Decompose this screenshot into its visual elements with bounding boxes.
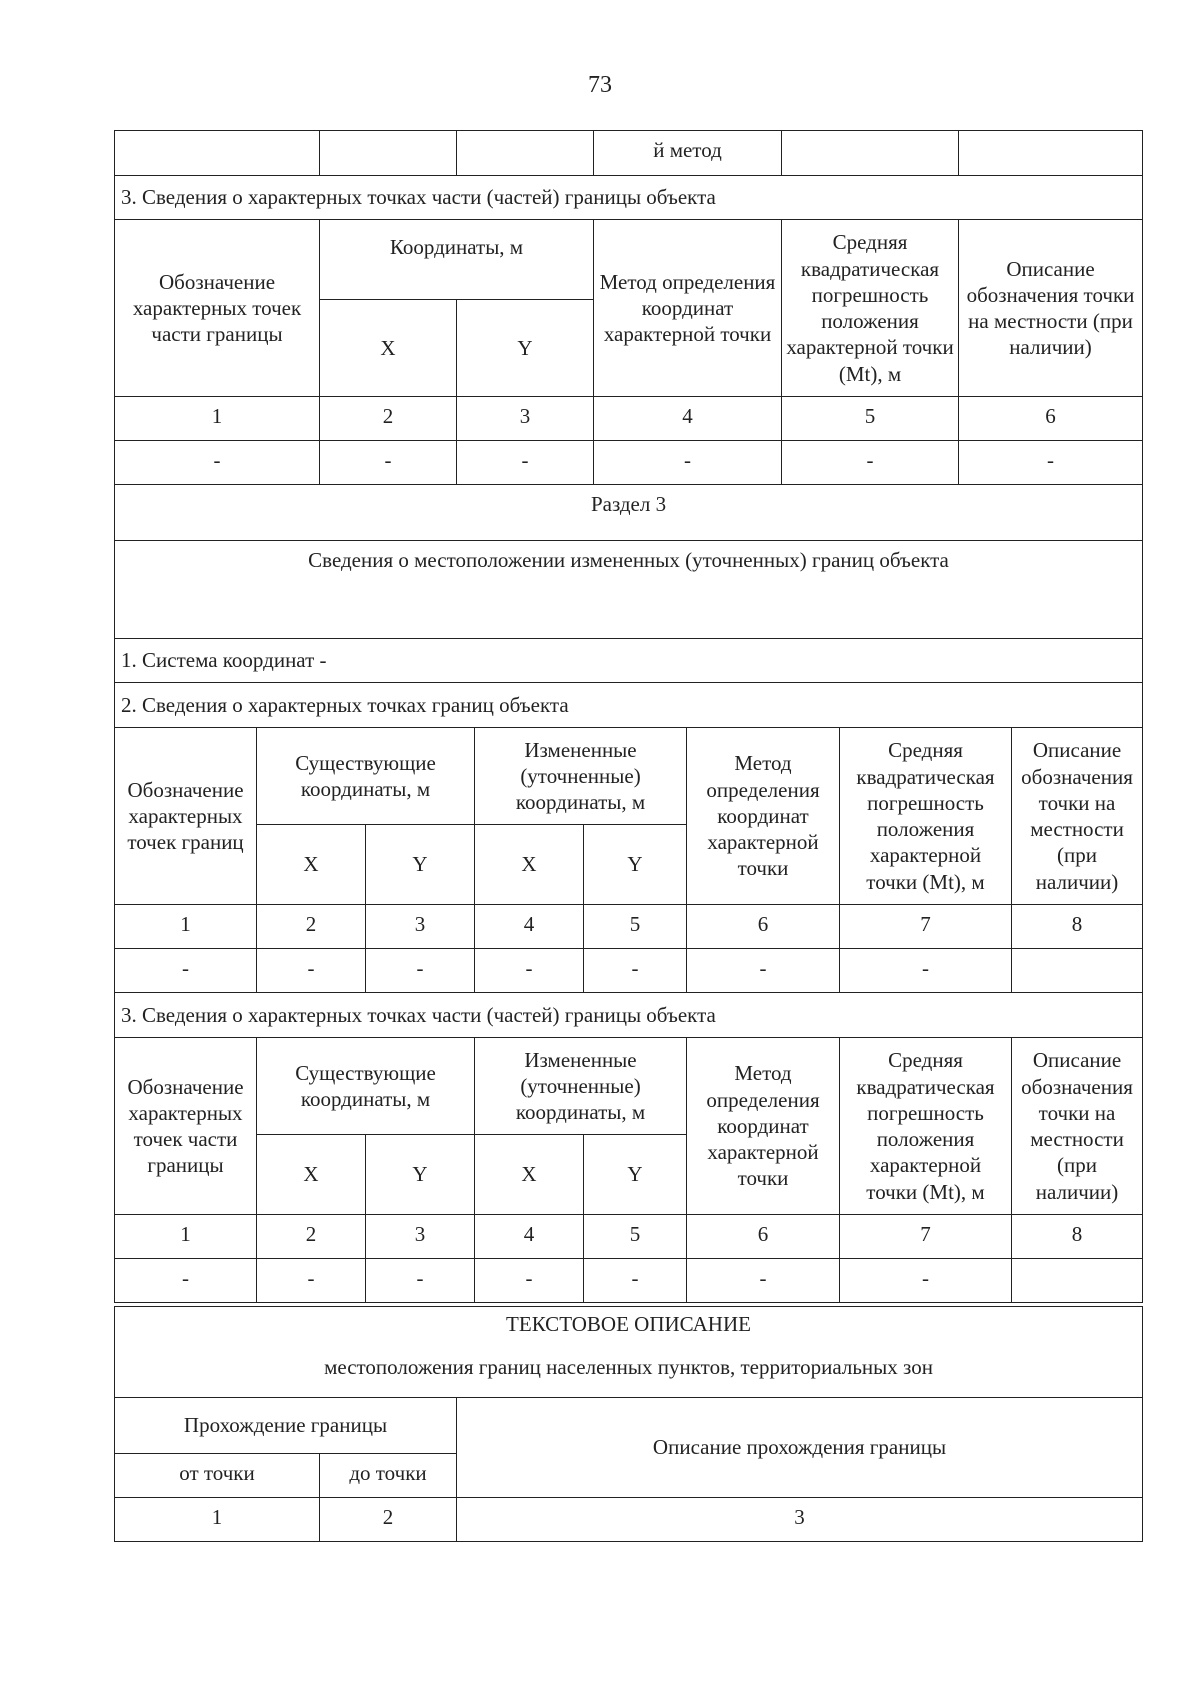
column-number: 1 (115, 1215, 257, 1259)
table-cell: - (257, 1259, 366, 1303)
column-header-y: Y (366, 825, 475, 905)
column-number: 4 (475, 1215, 584, 1259)
column-number: 6 (687, 1215, 840, 1259)
column-header-existing: Существующие координаты, м (257, 728, 475, 825)
table-cell: - (320, 441, 457, 485)
column-number: 1 (115, 905, 257, 949)
column-header-x: X (475, 825, 584, 905)
column-header-designation: Обозначение характерных точек части границы (115, 220, 320, 397)
column-header-y: Y (366, 1135, 475, 1215)
column-header-method: Метод определения координат характерной точки (687, 728, 840, 905)
column-header-description: Описание прохождения границы (457, 1398, 1143, 1498)
table-cell: - (115, 441, 320, 485)
column-header-error: Средняя квадратическая погрешность положения характерной точки (Mt), м (782, 220, 959, 397)
column-number: 2 (320, 1498, 457, 1542)
page-number: 73 (588, 72, 612, 98)
section3-table (114, 484, 1143, 1303)
column-header-x: X (257, 825, 366, 905)
table-cell: - (475, 949, 584, 993)
part2-heading: 2. Сведения о характерных точках границ объекта (115, 683, 1143, 728)
table-cell: - (584, 949, 687, 993)
table-cell: - (457, 441, 594, 485)
column-header-from-point: от точки (115, 1454, 320, 1498)
table-cell (1012, 1259, 1143, 1303)
table-cell: - (115, 949, 257, 993)
column-header-designation: Обозначение характерных точек части границы (115, 1038, 257, 1215)
column-header-changed: Измененные (уточненные) координаты, м (475, 728, 687, 825)
text-description-title: ТЕКСТОВОЕ ОПИСАНИЕ (506, 1312, 751, 1336)
table-row (115, 949, 1143, 993)
column-header-x: X (475, 1135, 584, 1215)
column-number: 4 (475, 905, 584, 949)
column-number: 5 (584, 1215, 687, 1259)
column-header-y: Y (584, 825, 687, 905)
table-cell: - (584, 1259, 687, 1303)
section2-part3-table (114, 130, 1143, 485)
column-header-description: Описание обозначения точки на местности (при наличии) (1012, 728, 1143, 905)
column-number: 4 (594, 397, 782, 441)
column-header-x: X (257, 1135, 366, 1215)
table-row (115, 441, 1143, 485)
table-row (115, 1259, 1143, 1303)
column-header-method: Метод определения координат характерной точки (687, 1038, 840, 1215)
table-cell: - (687, 1259, 840, 1303)
table-cell: - (366, 949, 475, 993)
section-subtitle: Сведения о местоположении измененных (уточненных) границ объекта (115, 541, 1143, 639)
table-cell: - (257, 949, 366, 993)
column-number: 7 (840, 905, 1012, 949)
column-numbers-row (115, 1215, 1143, 1259)
table-cell: - (687, 949, 840, 993)
column-header-passage: Прохождение границы (115, 1398, 457, 1454)
table-cell: - (840, 949, 1012, 993)
column-header-error: Средняя квадратическая погрешность положения характерной точки (Mt), м (840, 728, 1012, 905)
column-number: 2 (320, 397, 457, 441)
column-header-x: X (320, 300, 457, 397)
text-description-table (114, 1306, 1143, 1542)
table-cell (1012, 949, 1143, 993)
column-number: 3 (366, 905, 475, 949)
column-number: 5 (584, 905, 687, 949)
section-heading: 3. Сведения о характерных точках части (частей) границы объекта (115, 176, 1143, 220)
column-header-error: Средняя квадратическая погрешность положения характерной точки (Mt), м (840, 1038, 1012, 1215)
column-number: 2 (257, 1215, 366, 1259)
section-title: Раздел 3 (115, 485, 1143, 541)
column-number: 1 (115, 397, 320, 441)
column-header-changed: Измененные (уточненные) координаты, м (475, 1038, 687, 1135)
column-number: 5 (782, 397, 959, 441)
column-number: 7 (840, 1215, 1012, 1259)
column-numbers-row (115, 905, 1143, 949)
column-header-y: Y (457, 300, 594, 397)
column-numbers-row (115, 397, 1143, 441)
column-number: 6 (959, 397, 1143, 441)
continuation-row (115, 131, 1143, 176)
column-number: 1 (115, 1498, 320, 1542)
column-number: 3 (457, 397, 594, 441)
text-description-header (115, 1307, 1143, 1398)
text-description-subtitle: местоположения границ населенных пунктов, территориальных зон (324, 1355, 933, 1379)
table-cell: - (475, 1259, 584, 1303)
table-cell: - (959, 441, 1143, 485)
column-number: 2 (257, 905, 366, 949)
column-number: 8 (1012, 905, 1143, 949)
column-header-existing: Существующие координаты, м (257, 1038, 475, 1135)
table-cell: - (840, 1259, 1012, 1303)
table-cell: - (366, 1259, 475, 1303)
column-number: 3 (457, 1498, 1143, 1542)
column-number: 6 (687, 905, 840, 949)
column-header-description: Описание обозначения точки на местности (при наличии) (1012, 1038, 1143, 1215)
column-header-y: Y (584, 1135, 687, 1215)
column-header-coordinates: Координаты, м (320, 220, 594, 300)
table-cell: - (115, 1259, 257, 1303)
column-header-designation: Обозначение характерных точек границ (115, 728, 257, 905)
table-cell: - (782, 441, 959, 485)
column-header-to-point: до точки (320, 1454, 457, 1498)
table-cell: - (594, 441, 782, 485)
column-header-description: Описание обозначения точки на местности (при наличии) (959, 220, 1143, 397)
column-number: 8 (1012, 1215, 1143, 1259)
part3-heading: 3. Сведения о характерных точках части (частей) границы объекта (115, 993, 1143, 1038)
coordinate-system: 1. Система координат - (115, 639, 1143, 683)
method-fragment: й метод (594, 131, 782, 176)
column-numbers-row (115, 1498, 1143, 1542)
column-header-method: Метод определения координат характерной точки (594, 220, 782, 397)
column-number: 3 (366, 1215, 475, 1259)
